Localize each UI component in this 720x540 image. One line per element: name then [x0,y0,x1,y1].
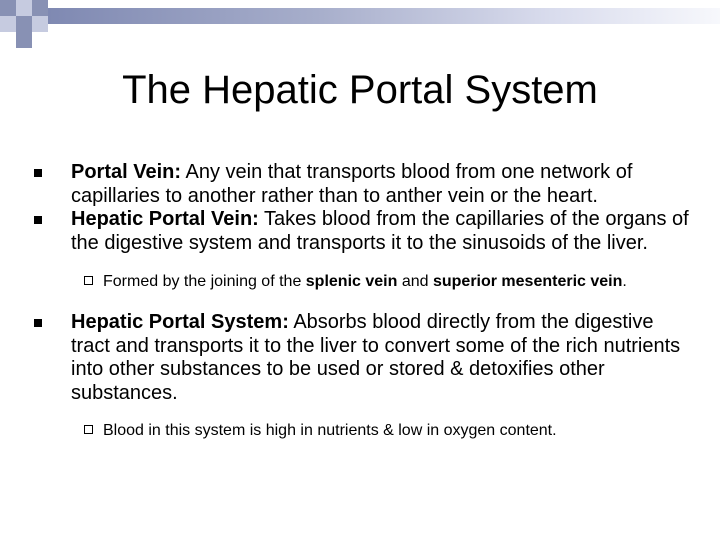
bullet-text: Absorbs blood directly from the digestive tract and transports it to the liver to convert some of the rich nutrients into other substances to be used or stored & detoxifies other substances. [71,311,681,404]
sub-bullet-text: Formed by the joining of the [103,273,306,290]
bullet-portal-vein [34,161,694,208]
decor-square [16,32,32,48]
sub-bullet-formation [34,272,694,292]
bullet-text: Any vein that transports blood from one network of capillaries to another rather than to anther vein or the heart. [71,161,633,207]
bullet-hepatic-portal-system [34,311,694,405]
bullet-term: Hepatic Portal Vein: [71,208,259,230]
sub-bullet-text: . [622,273,627,290]
decor-square [0,16,16,32]
sub-bullet-bold: superior mesenteric vein [432,273,623,290]
square-bullet-icon [34,319,42,327]
decor-square [16,0,32,16]
sub-bullet-text: Blood in this system is high in nutrients & low in oxygen content. [103,422,557,439]
header-gradient-bar [48,8,720,24]
slide-title: The Hepatic Portal System [122,68,598,112]
sub-bullet-bold: splenic vein [305,273,398,290]
bullet-term: Portal Vein: [71,161,182,183]
bullet-text: Takes blood from the capillaries of the organs of the digestive system and transports it to the sinusoids of the liver. [71,208,689,254]
square-bullet-icon [34,216,42,224]
decor-square [0,0,16,16]
square-bullet-icon [34,169,42,177]
bullet-list [34,161,694,441]
sub-bullet-blood-content [34,421,694,441]
hollow-square-bullet-icon [84,425,93,434]
bullet-term: Hepatic Portal System: [71,311,289,333]
decor-square [32,0,48,16]
sub-bullet-text: and [397,273,433,290]
decor-square [16,16,32,32]
bullet-hepatic-portal-vein [34,208,694,255]
hollow-square-bullet-icon [84,276,93,285]
decor-square [32,16,48,32]
